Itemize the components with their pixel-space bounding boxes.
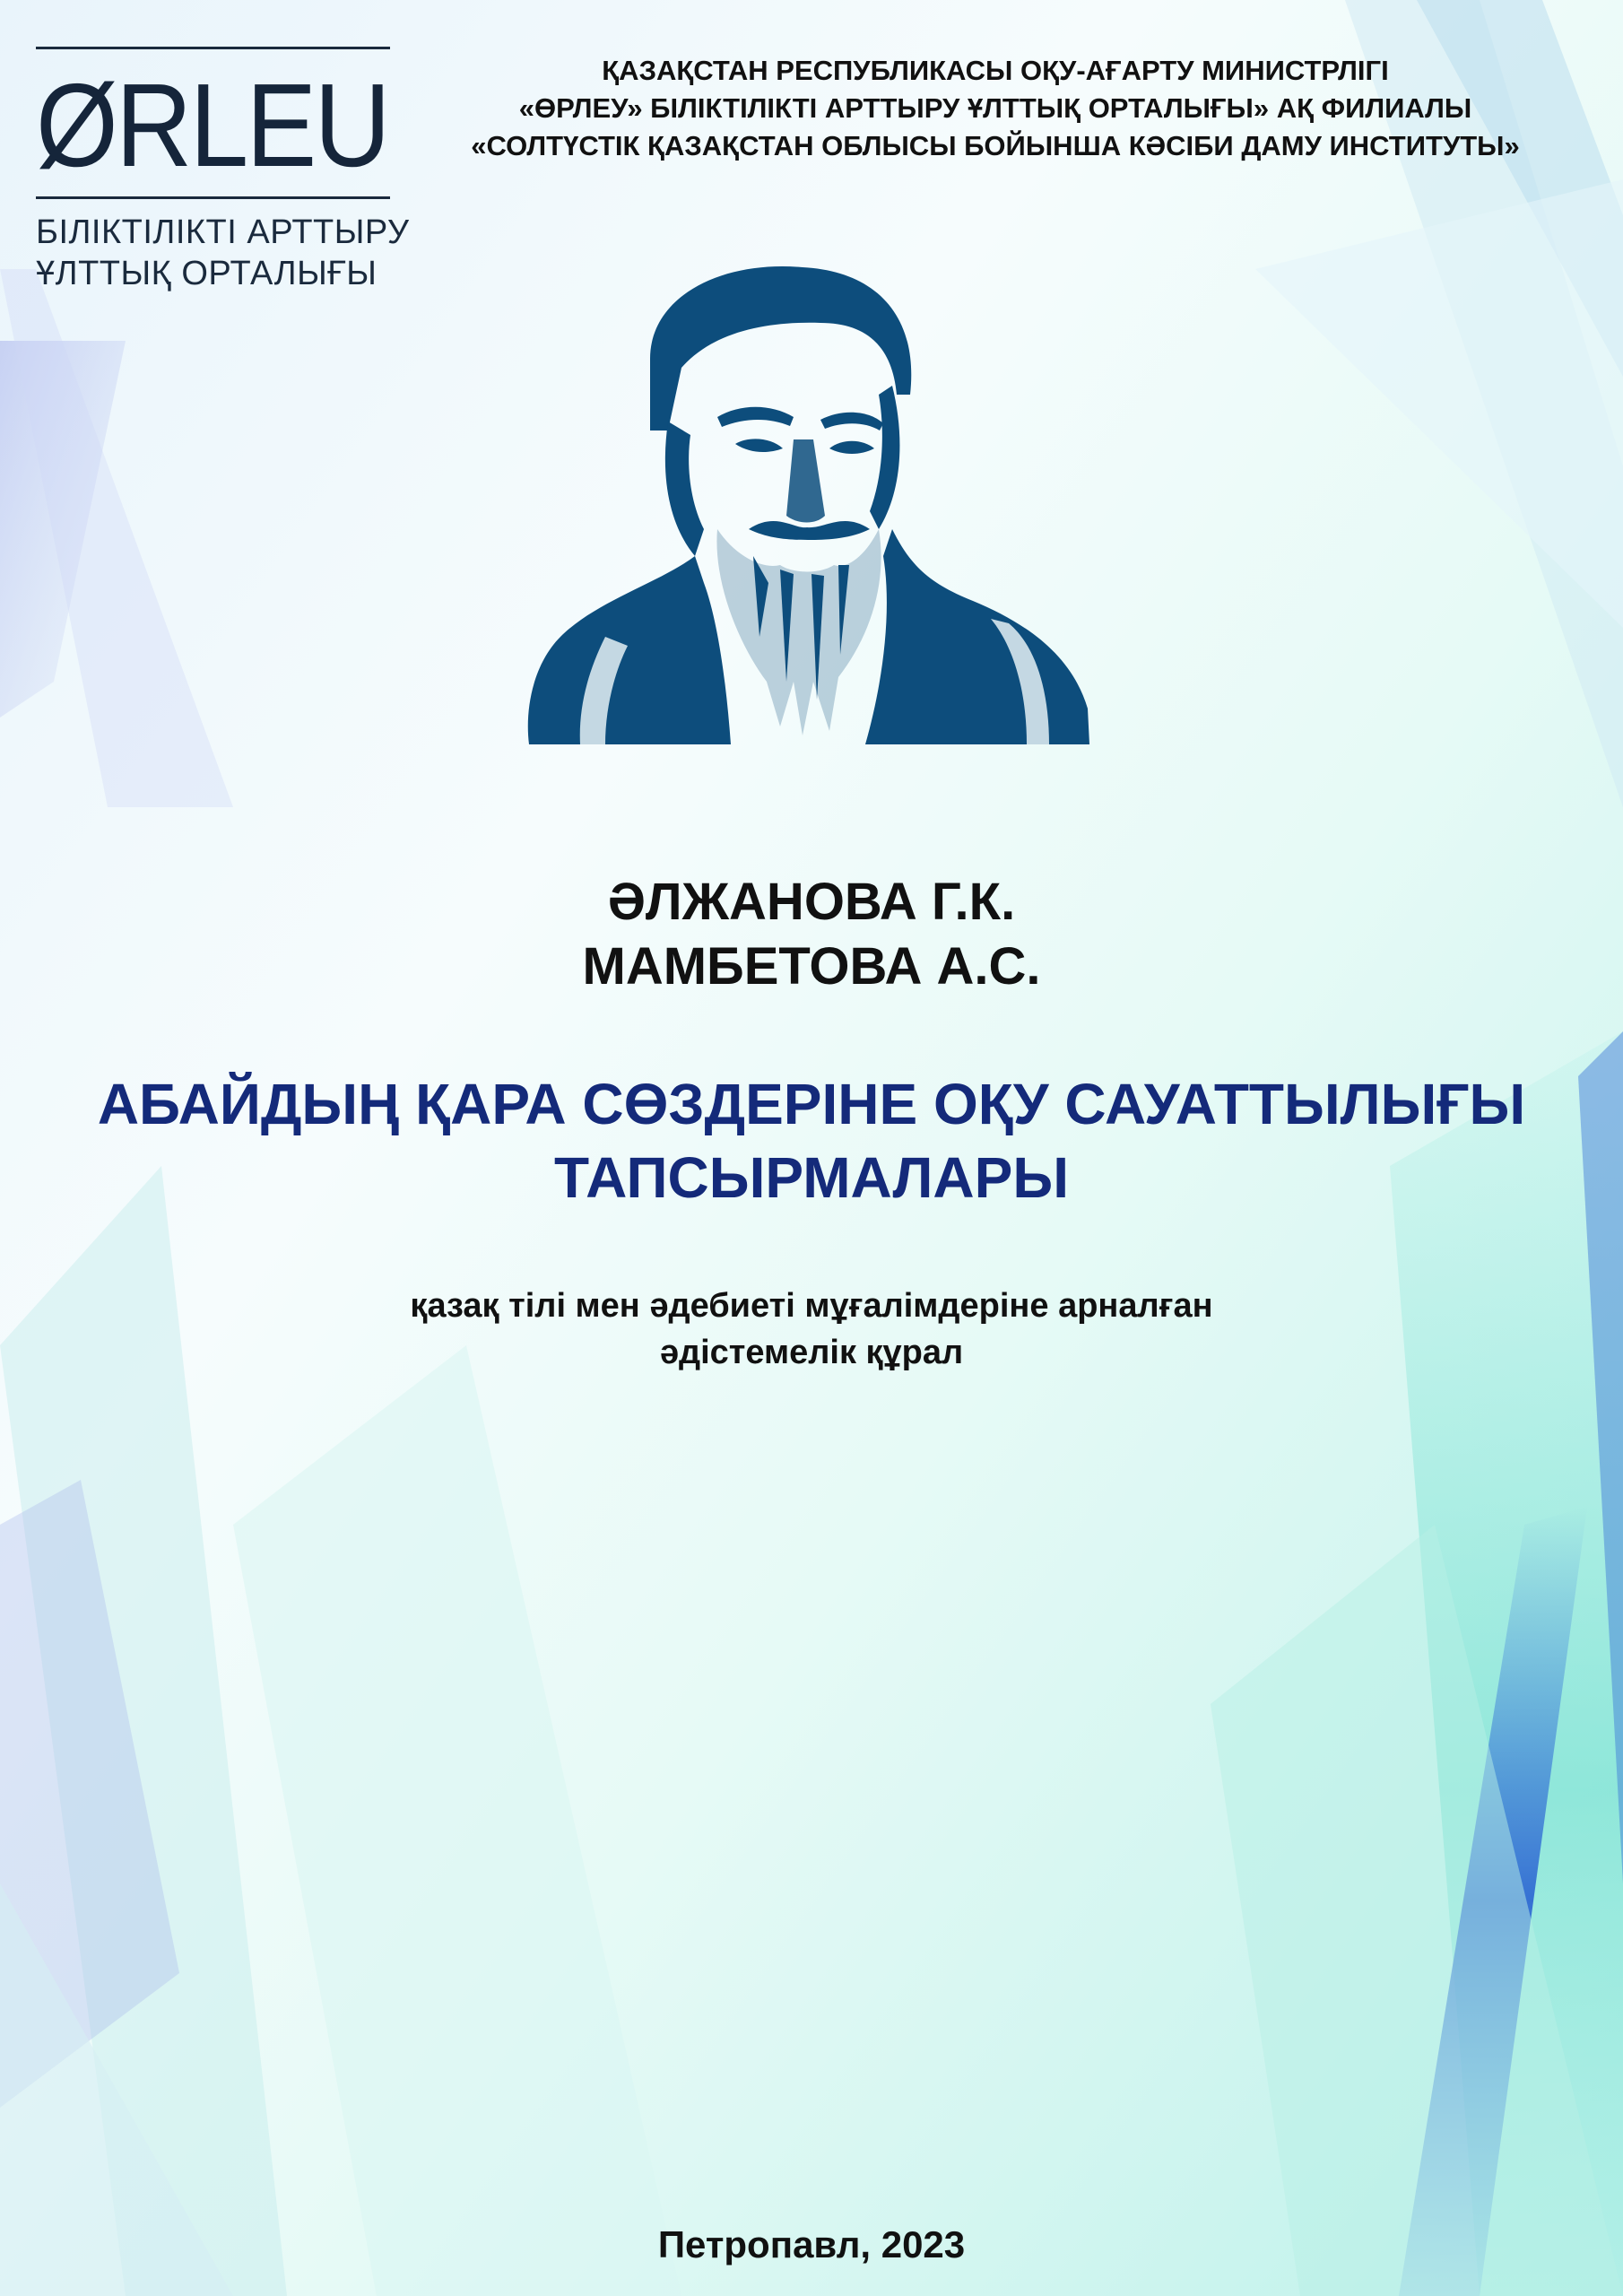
document-title bbox=[0, 1067, 1623, 1214]
authors bbox=[0, 870, 1623, 999]
logo-subtitle bbox=[36, 212, 410, 294]
orleu-logo bbox=[36, 47, 410, 294]
logo-bottom-rule bbox=[36, 196, 390, 199]
logo-subtitle-line1: БІЛІКТІЛІКТІ АРТТЫРУ bbox=[36, 213, 410, 251]
svg-text:ØRLEU: ØRLEU bbox=[36, 59, 388, 191]
subtitle-line2: әдістемелік құрал bbox=[659, 1334, 964, 1371]
title-line1: АБАЙДЫҢ ҚАРА СӨЗДЕРІНЕ ОҚУ САУАТТЫЛЫҒЫ bbox=[97, 1072, 1526, 1136]
header-line2: «ӨРЛЕУ» БІЛІКТІЛІКТІ АРТТЫРУ ҰЛТТЫҚ ОРТАЛЫҒЫ» АҚ ФИЛИАЛЫ bbox=[518, 92, 1472, 124]
document-subtitle bbox=[0, 1283, 1623, 1376]
header-line1: ҚАЗАҚСТАН РЕСПУБЛИКАСЫ ОҚУ-АҒАРТУ МИНИСТРЛІГІ bbox=[602, 55, 1389, 86]
author-2: МАМБЕТОВА А.С. bbox=[582, 937, 1041, 996]
author-1: ӘЛЖАНОВА Г.К. bbox=[607, 873, 1016, 931]
logo-top-rule bbox=[36, 47, 390, 49]
logo-wordmark bbox=[36, 59, 390, 191]
institution-header bbox=[412, 52, 1578, 165]
logo-subtitle-line2: ҰЛТТЫҚ ОРТАЛЫҒЫ bbox=[36, 255, 378, 292]
place-and-year: Петропавл, 2023 bbox=[657, 2223, 966, 2266]
title-line2: ТАПСЫРМАЛАРЫ bbox=[554, 1145, 1069, 1210]
abai-portrait-icon bbox=[525, 260, 1089, 744]
subtitle-line1: қазақ тілі мен әдебиеті мұғалімдеріне арналған bbox=[410, 1287, 1213, 1325]
header-line3: «СОЛТҮСТІК ҚАЗАҚСТАН ОБЛЫСЫ БОЙЫНША КӘСІБИ ДАМУ ИНСТИТУТЫ» bbox=[471, 130, 1520, 161]
logo-wordmark-graphic bbox=[36, 59, 390, 191]
